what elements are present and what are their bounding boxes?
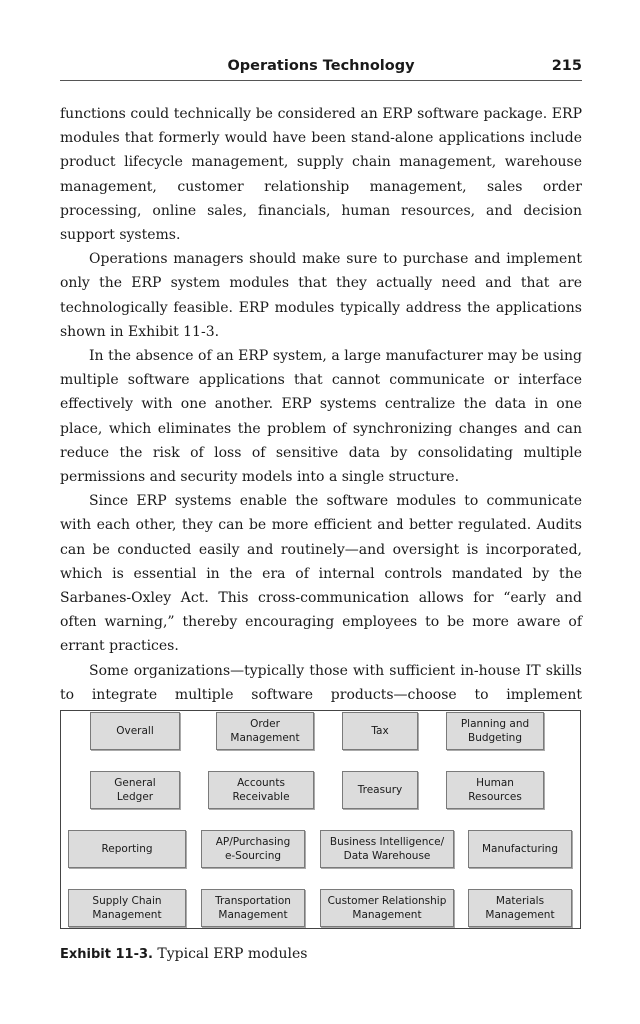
module-label: Tax [371, 725, 389, 737]
exhibit-caption-label: Exhibit 11-3. [60, 947, 153, 962]
module-box [90, 771, 180, 809]
module-box [216, 712, 314, 750]
page-number: 215 [551, 58, 582, 74]
module-label: Order Management [230, 718, 300, 744]
module-label: Reporting [101, 843, 153, 855]
module-box [468, 830, 572, 868]
module-box [446, 712, 544, 750]
module-label: Overall [116, 725, 154, 737]
exhibit-caption [60, 946, 307, 962]
module-label: AP/Purchasing e-Sourcing [215, 836, 291, 862]
exhibit-caption-text: Typical ERP modules [157, 946, 308, 962]
paragraph-2: Operations managers should make sure to purchase and implement only the ERP system modules that they actually need and that are technologically feasible. ERP modules typically address the applications shown in Exhibit 11-3. [60, 251, 582, 340]
paragraph-1: functions could technically be considered an ERP software package. ERP modules that formerly would have been stand-alone applications include product lifecycle management, supply chain management, warehouse management, customer relationship management, sales order processing, online sales, financials, human resources, and decision support systems. [60, 106, 582, 244]
module-label: Accounts Receivable [232, 777, 290, 803]
module-label: Human Resources [468, 777, 522, 803]
module-label: Supply Chain Management [92, 895, 162, 921]
erp-modules-diagram [60, 710, 581, 929]
module-label: Planning and Budgeting [460, 718, 530, 744]
module-box [68, 889, 186, 927]
module-box [201, 830, 305, 868]
module-box [90, 712, 180, 750]
paragraph-5: Some organizations—typically those with sufficient in-house IT skills to integrate multiple software products—choose to implement [60, 662, 582, 703]
module-label: General Ledger [114, 777, 156, 803]
body-text [60, 102, 582, 707]
module-label: Treasury [357, 784, 403, 796]
module-box [68, 830, 186, 868]
module-label: Materials Management [485, 895, 555, 921]
module-box [446, 771, 544, 809]
module-box [208, 771, 314, 809]
module-box [320, 830, 454, 868]
module-box [342, 771, 418, 809]
module-box [201, 889, 305, 927]
paragraph-4: Since ERP systems enable the software modules to communicate with each other, they can be more efficient and better regulated. Audits can be conducted easily and routinely—and oversight is incorporated, which is essential in the era of internal controls mandated by the Sarbanes-Oxley Act. This cross-communication allows for “early and often warning,” thereby encouraging employees to be more aware of errant practices. [60, 493, 582, 655]
module-box [342, 712, 418, 750]
module-box [468, 889, 572, 927]
module-label: Manufacturing [481, 843, 559, 855]
running-header [60, 54, 582, 81]
module-label: Business Intelligence/ Data Warehouse [329, 836, 445, 862]
running-head-title: Operations Technology [227, 58, 415, 74]
module-label: Transportation Management [215, 895, 291, 921]
module-label: Customer Relationship Management [327, 895, 447, 921]
paragraph-3: In the absence of an ERP system, a large manufacturer may be using multiple software applications that cannot communicate or interface effectively with one another. ERP systems centralize the data in one place, which eliminates the problem of synchronizing changes and can reduce the risk of loss of sensitive data by consolidating multiple permissions and security models into a single structure. [60, 348, 582, 486]
module-box [320, 889, 454, 927]
